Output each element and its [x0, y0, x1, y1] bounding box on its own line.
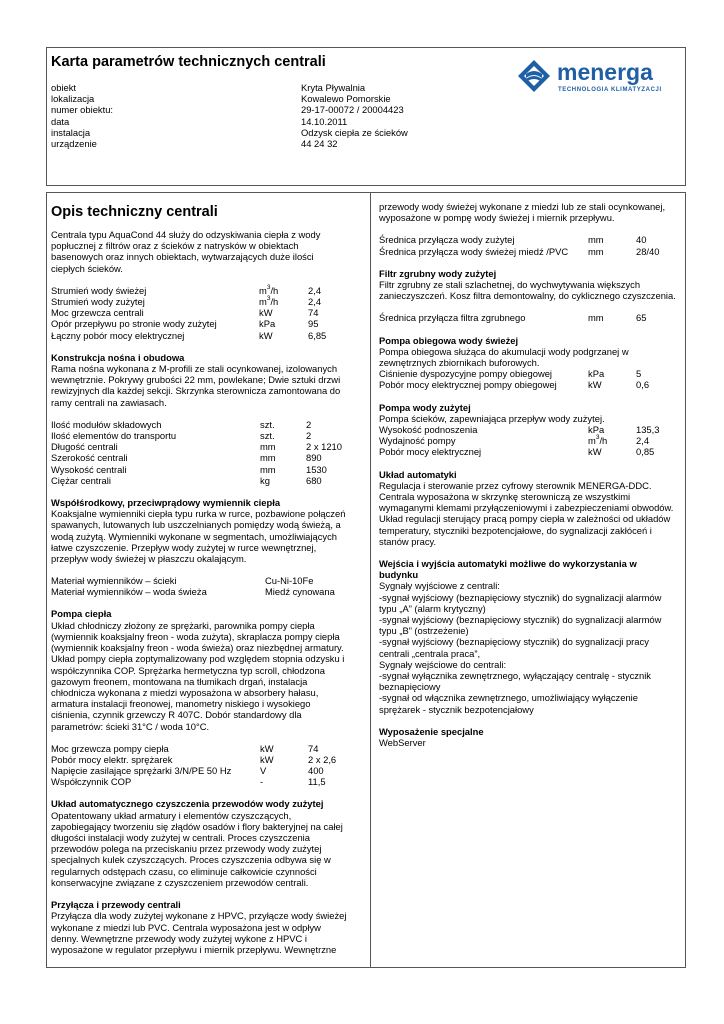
text-line: współczynnika COP. Sprężarka hermetyczna typ scroll, chłodzona: [51, 664, 325, 676]
param-value: 135,3: [636, 423, 660, 435]
text-line: ciepłych ścieków.: [51, 262, 123, 274]
text-line: Układ chłodniczy złożony ze sprężarki, parownika pompy ciepła: [51, 619, 315, 631]
dimensions-table: [51, 419, 361, 486]
param-label: Pobór mocy elektrycznej: [379, 446, 482, 458]
text-line: typu „B” (ostrzeżenie): [379, 625, 469, 637]
text-line: Centrala wyposażona w skrzynkę sterowniczą ze wszystkimi: [379, 490, 631, 502]
dim-value: 1530: [306, 463, 327, 475]
material-row: [51, 586, 361, 597]
text-line: przewodów polega na przeciskaniu przez przewody wody zużytej: [51, 843, 322, 855]
column-divider: [370, 192, 371, 968]
dim-row: [51, 419, 361, 430]
dim-unit: mm: [260, 452, 276, 464]
dim-row: [379, 312, 684, 323]
text-line: wyposażone w regulator przepływu i miernik przepływu. Wewnętrzne: [51, 943, 337, 955]
special-equipment-item: WebServer: [379, 737, 426, 748]
text-line: typu „A” (alarm krytyczny): [379, 602, 486, 614]
param-row: [51, 765, 361, 776]
construction-heading: Konstrukcja nośna i obudowa: [51, 351, 185, 363]
text-line: łatwe czyszczenie. Przepływ wody zużytej w rurce wewnętrznej,: [51, 541, 317, 553]
param-row: [379, 379, 684, 390]
text-line: Układ regulacji sterujący pracą pompy ciepła w zależności od układów: [379, 513, 671, 525]
param-value: 400: [308, 765, 324, 777]
info-label: instalacja: [51, 126, 91, 138]
info-value: Kowalewo Pomorskie: [301, 93, 391, 105]
text-line: popłucznej z filtrów oraz z ścieków z natrysków w obiektach: [51, 240, 299, 252]
cleaning-heading: Układ automatycznego czyszczenia przewodów wody zużytej: [51, 798, 324, 810]
param-row: [51, 285, 361, 296]
dim-label: Ilość elementów do transportu: [51, 429, 177, 441]
param-value: 74: [308, 307, 319, 319]
text-line: gazowym freonem, montowana na tłumikach drgań, instalacja: [51, 675, 308, 687]
info-row: [51, 104, 451, 115]
text-line: zanieczyszczeń. Kosz filtra demontowalny, do cyklicznego czyszczenia.: [379, 290, 676, 302]
param-unit: $m^3/h$: [259, 294, 279, 307]
param-unit: $m^3/h$: [259, 283, 279, 296]
dim-value: 40: [636, 234, 647, 246]
text-line: wymaganymi klemami przyłączeniowymi i zabezpieczeniami obwodów.: [379, 502, 674, 514]
param-row: [379, 368, 684, 379]
page-title: Karta parametrów technicznych centrali: [51, 54, 326, 70]
text-line: -sygnał wyjściowy (beznapięciowy stycznik) do sygnalizacji alarmów: [379, 591, 662, 603]
text-line: Sygnały wejściowe do centrali:: [379, 658, 507, 670]
circulation-pump-paragraph: [379, 346, 684, 368]
param-value: 2 x 2,6: [308, 753, 337, 765]
logo-wordmark: menerga: [557, 59, 653, 85]
info-value: Kryta Pływalnia: [301, 82, 366, 93]
text-line: stanów pracy.: [379, 535, 437, 547]
param-value: 2,4: [308, 284, 322, 296]
param-row: [379, 435, 684, 446]
param-label: Opór przepływu po stronie wody zużytej: [51, 318, 217, 330]
heat-exchanger-paragraph: [51, 508, 361, 564]
param-label: Wysokość podnoszenia: [379, 423, 478, 435]
dim-label: Ciężar centrali: [51, 474, 111, 486]
text-line: Pompa ścieków, zapewniająca przepływ wody zużytej.: [379, 412, 605, 424]
logo-mark-icon: [518, 60, 550, 92]
text-line: chłodnicza wykonana z miedzi wyposażona w absorbery hałasu,: [51, 686, 319, 698]
dim-unit: szt.: [260, 418, 275, 430]
param-label: Napięcie zasilające sprężarki 3/N/PE 50 Hz: [51, 765, 232, 777]
param-row: [51, 296, 361, 307]
dim-row: [379, 234, 684, 245]
text-line: -sygnał wyjściowy (beznapięciowy stycznik) do sygnalizacji alarmów: [379, 613, 662, 625]
material-label: Materiał wymienników – woda świeża: [51, 586, 207, 598]
io-heading: Wejścia i wyjścia automatyki możliwe do wykorzystania w: [379, 557, 637, 569]
param-label: Pobór mocy elektr. sprężarek: [51, 753, 173, 765]
param-row: [51, 743, 361, 754]
construction-paragraph: [51, 363, 361, 408]
dim-unit: kg: [260, 474, 270, 486]
param-label: Ciśnienie dyspozycyjne pompy obiegowej: [379, 368, 553, 380]
text-line: -sygnał od włącznika zewnętrznego, umożliwiający wyłączenie: [379, 692, 638, 704]
dim-unit: mm: [260, 441, 276, 453]
automation-paragraph: [379, 480, 684, 547]
param-value: 6,85: [308, 329, 327, 341]
info-label: obiekt: [51, 82, 77, 93]
text-line: przepływ wody świeżej w płaszczu okalającym.: [51, 552, 247, 564]
text-line: ramy centrali na zawiasach.: [51, 396, 167, 408]
waste-pump-table: [379, 424, 684, 458]
text-line: długości instalacji wody zużytej w centrali. Proces czyszczenia: [51, 832, 310, 844]
param-unit: kW: [588, 379, 602, 391]
dim-row: [51, 464, 361, 475]
param-label: Współczynnik COP: [51, 776, 132, 788]
text-line: armatura instalacji freonowej, manometry niskiego i wysokiego: [51, 698, 311, 710]
text-line: wyposażone w pompę wody świeżej i miernik przepływu.: [379, 212, 615, 224]
param-value: 2,4: [308, 296, 322, 307]
text-line: beznapięciowy: [379, 681, 441, 693]
circulation-pump-heading: Pompa obiegowa wody świeżej: [379, 334, 519, 346]
material-value: Cu-Ni-10Fe: [265, 575, 314, 587]
dim-unit: szt.: [260, 429, 275, 441]
text-line: Przyłącza dla wody zużytej wykonane z HPVC, przyłącze wody świeżej: [51, 910, 347, 922]
text-line: spawanych, lutowanych lub uszczelnianych pomiędzy wodą świeżą, a: [51, 519, 341, 531]
heat-pump-params-table: [51, 743, 361, 788]
param-row: [379, 446, 684, 457]
connections-heading: Przyłącza i przewody centrali: [51, 899, 181, 911]
param-unit: V: [260, 765, 267, 777]
info-row: [51, 116, 451, 127]
text-line: zewnętrznych zbiornikach buforowych.: [379, 356, 540, 368]
param-label: Pobór mocy elektrycznej pompy obiegowej: [379, 379, 557, 391]
material-value: Miedź cynowana: [265, 586, 335, 598]
info-table: [51, 82, 451, 149]
text-line: specjalnych kulek czyszczących. Proces czyszczenia odbywa się w: [51, 854, 331, 866]
heat-pump-heading: Pompa ciepła: [51, 608, 112, 620]
text-line: regularnych odstępach czasu, co eliminuje całkowicie czynności: [51, 865, 317, 877]
info-value: 44 24 32: [301, 137, 338, 149]
info-row: [51, 82, 451, 93]
dim-unit: mm: [588, 234, 604, 246]
text-line: Rama nośna wykonana z M-profili ze stali ocynkowanej, izolowanych: [51, 362, 338, 374]
heat-pump-paragraph: [51, 620, 361, 732]
param-label: Strumień wody świeżej: [51, 284, 147, 296]
io-paragraph: [379, 580, 684, 714]
param-value: 11,5: [308, 776, 326, 788]
info-label: lokalizacja: [51, 93, 95, 105]
dim-label: Długość centrali: [51, 441, 118, 453]
param-value: 5: [636, 368, 642, 380]
text-line: zapobiegający tworzeniu się złądów osadów i flory bakteryjnej na całej: [51, 820, 343, 832]
param-label: Strumień wody zużytej: [51, 296, 145, 307]
left-column: [51, 229, 361, 955]
text-line: rewizyjnych dla każdej sekcji. Skrzynka sterownicza zamontowana do: [51, 385, 341, 397]
text-line: parametrów: ścieki 31°C / woda 10°C.: [51, 720, 210, 732]
text-line: Pompa obiegowa służąca do akumulacji wody podgrzanej w: [379, 345, 629, 357]
param-unit: kW: [259, 329, 273, 341]
info-label: urządzenie: [51, 137, 97, 149]
param-value: 0,85: [636, 446, 655, 458]
dim-label: Średnica przyłącza wody zużytej: [379, 234, 515, 246]
param-value: 0,6: [636, 379, 650, 391]
waste-pump-heading: Pompa wody zużytej: [379, 401, 471, 413]
dim-value: 2 x 1210: [306, 441, 342, 453]
text-line: Sygnały wyjściowe z centrali:: [379, 580, 500, 592]
dim-row: [51, 430, 361, 441]
text-line: sprężarek - stycznik bezpotencjałowy: [379, 703, 534, 715]
dim-label: Ilość modułów składowych: [51, 418, 162, 430]
heat-exchanger-heading: Współśrodkowy, przeciwprądowy wymiennik ciepła: [51, 496, 281, 508]
circulation-pump-table: [379, 368, 684, 390]
material-row: [51, 575, 361, 586]
text-line: Układ pompy ciepła zoptymalizowany pod względem stopnia odzysku i: [51, 653, 345, 665]
dim-value: 680: [306, 474, 322, 486]
right-column: [379, 201, 684, 748]
text-line: Opatentowany układ armatury i elementów czyszczących,: [51, 809, 292, 821]
text-line: wykonane z miedzi lub PVC. Centrala wyposażona jest w odpływ: [51, 921, 321, 933]
filter-dims-table: [379, 312, 684, 323]
param-row: [51, 330, 361, 341]
dim-value: 2: [306, 429, 312, 441]
param-label: Łączny pobór mocy elektrycznej: [51, 329, 185, 341]
dim-row: [51, 475, 361, 486]
param-row: [51, 307, 361, 318]
dim-value: 2: [306, 418, 312, 430]
param-label: Wydajność pompy: [379, 435, 456, 447]
param-unit: kW: [260, 753, 274, 765]
dim-label: Średnica przyłącza filtra zgrubnego: [379, 312, 526, 324]
text-line: Filtr zgrubny ze stali szlachetnej, do wychwytywania większych: [379, 278, 641, 290]
connections-continued-paragraph: [379, 201, 684, 223]
io-heading: budynku: [379, 569, 419, 581]
dim-value: 65: [636, 312, 647, 324]
text-line: ciśnienia, czynnik grzewczy R 407C. Dobór standardowy dla: [51, 709, 302, 721]
filter-heading: Filtr zgrubny wody zużytej: [379, 267, 497, 279]
section-title: Opis techniczny centrali: [51, 204, 218, 220]
info-label: data: [51, 115, 70, 127]
menerga-logo: [517, 59, 679, 97]
text-line: Regulacja i sterowanie przez cyfrowy sterownik MENERGA-DDC.: [379, 479, 652, 491]
dim-label: Wysokość centrali: [51, 463, 127, 475]
param-unit: kPa: [588, 423, 605, 435]
cleaning-paragraph: [51, 810, 361, 888]
param-row: [51, 754, 361, 765]
text-line: Centrala typu AquaCond 44 służy do odzyskiwania ciepła z wody: [51, 229, 321, 240]
automation-heading: Układ automatyki: [379, 468, 457, 480]
connection-dims-table: [379, 234, 684, 256]
connections-paragraph: [51, 910, 361, 955]
dim-row: [51, 441, 361, 452]
text-line: centrali „centrala praca”,: [379, 647, 481, 659]
info-row: [51, 138, 451, 149]
dim-unit: mm: [588, 312, 604, 324]
logo-tagline: TECHNOLOGIA KLIMATYZACJI: [558, 87, 662, 93]
text-line: denny. Wewnętrzne przewody wody zużytej wykone z HPVC i: [51, 932, 308, 944]
info-value: Odzysk ciepła ze ścieków: [301, 126, 408, 138]
intro-paragraph: [51, 229, 361, 274]
info-label: numer obiektu:: [51, 104, 114, 116]
param-unit: kPa: [259, 318, 276, 330]
dim-unit: mm: [588, 245, 604, 257]
param-unit: kPa: [588, 368, 605, 380]
param-unit: kW: [259, 307, 273, 319]
param-unit: kW: [588, 446, 602, 458]
dim-value: 28/40: [636, 245, 660, 257]
param-unit: -: [260, 776, 264, 788]
dim-unit: mm: [260, 463, 276, 475]
text-line: przewody wody świeżej wykonane z miedzi lub ze stali ocynkowanej,: [379, 201, 666, 212]
info-value: 14.10.2011: [301, 115, 348, 127]
param-row: [51, 318, 361, 329]
param-row: [51, 776, 361, 787]
param-row: [379, 424, 684, 435]
param-unit: kW: [260, 742, 274, 754]
info-value: 29-17-00072 / 20004423: [301, 104, 404, 116]
text-line: (wymiennik koaksjalny freon - woda zużyta), skraplacza pompy ciepła: [51, 630, 340, 642]
text-line: basenowych oraz innych obiektach, wytwarzających duże ilości: [51, 251, 314, 263]
main-params-table: [51, 285, 361, 341]
dim-row: [379, 246, 684, 257]
dim-row: [51, 452, 361, 463]
waste-pump-paragraph: [379, 413, 684, 424]
filter-paragraph: [379, 279, 684, 301]
param-value: 2,4: [636, 435, 650, 447]
param-label: Moc grzewcza pompy ciepła: [51, 742, 169, 754]
material-label: Materiał wymienników – ścieki: [51, 575, 177, 587]
dim-label: Średnica przyłącza wody świeżej miedź /PVC: [379, 245, 569, 257]
text-line: wewnętrznie. Pokrywy grubości 22 mm, powlekane; Dwie sztuki drzwi: [51, 374, 341, 386]
materials-table: [51, 575, 361, 597]
dim-value: 890: [306, 452, 322, 464]
text-line: wodą zużytą. Wymienniki wykonane w segmentach, umożliwiających: [51, 530, 337, 542]
param-value: 95: [308, 318, 319, 330]
dim-label: Szerokość centrali: [51, 452, 128, 464]
text-line: (wymiennik koaksjalny freon - woda świeża) oraz niezbędnej armatury.: [51, 642, 344, 654]
text-line: konserwacyjne związane z czyszczeniem przewodów centrali.: [51, 876, 309, 888]
special-equipment-heading: Wyposażenie specjalne: [379, 725, 484, 737]
text-line: Koaksjalne wymienniki ciepła typu rurka w rurce, pozbawione połączeń: [51, 508, 346, 520]
text-line: -sygnał wyłącznika zewnętrznego, wyłączający centralę - stycznik: [379, 669, 651, 681]
text-line: -sygnał wyjściowy (beznapięciowy stycznik) do sygnalizacji pracy: [379, 636, 649, 648]
param-value: 74: [308, 742, 319, 754]
info-row: [51, 127, 451, 138]
text-line: temperatury, styczniki bezpotencjałowe, do sygnalizacji zakłóceń i: [379, 524, 652, 536]
info-row: [51, 93, 451, 104]
param-label: Moc grzewcza centrali: [51, 307, 144, 319]
param-unit: $m^3/h$: [588, 434, 608, 447]
